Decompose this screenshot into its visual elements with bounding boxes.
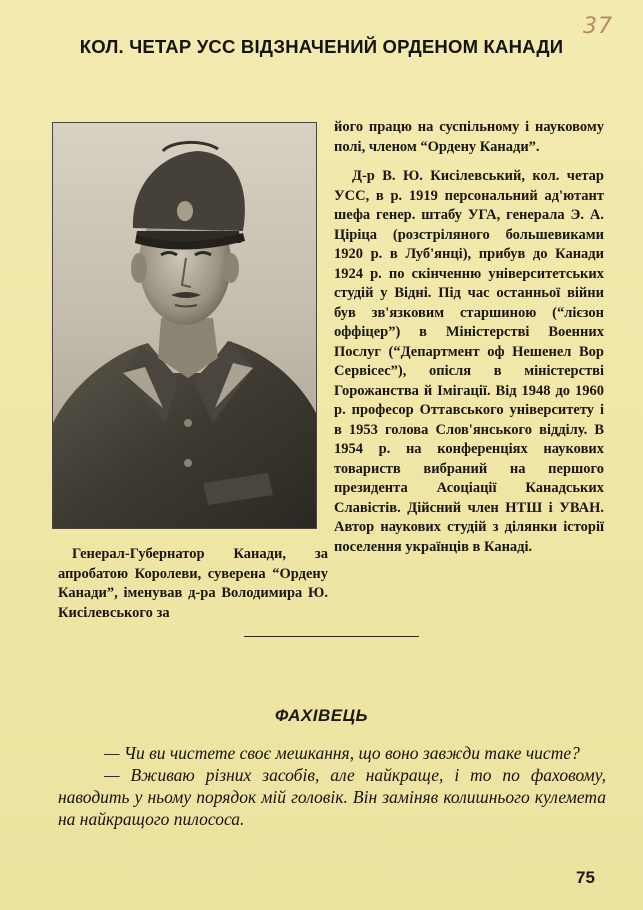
dialog-line-1: — Чи ви чистете своє мешкання, що воно завжди таке чисте? <box>104 743 580 763</box>
section-divider <box>244 636 419 637</box>
dialog-line-2: — Вживаю різних засобів, але найкраще, і то по фаховому, наводить у ньому порядок мій головік. Він заміняв колишнього кулемета на найкращого пилососа. <box>58 765 606 829</box>
article-paragraph-2: Д-р В. Ю. Кисілевський, кол. четар УСС, в р. 1919 персональний ад'ютант шефа генер. штабу УГА, генерала Э. А. Ціріца (розстріляного большевиками 1920 р. в Луб'янці), прибув до Канади 1924 р. по скінченню університетських студій у Відні. Під час останньої війни був зв'язковим старшиною (“лієзон оффіцер”) в Міністерстві Военних Послуг (“Департмент оф Нешенел Вор Сервісес”), опісля в міністерстві Горожанства й Імігації. Від 1948 до 1960 р. професор Оттавського університету і в 1953 голова Слов'янського відділу. В 1954 р. на конференціях наукових товариств вибраний на першого президента Асоціації Канадських Славістів. Дійсний член НТШ і УВАН. Автор наукових студій з ділянки історії поселення українців в Канаді. <box>334 168 604 555</box>
article-right-column <box>334 118 604 567</box>
portrait-photo <box>52 122 317 529</box>
caption-text: Генерал-Губернатор Канади, за апробатою Королеви, суверена “Ордену Канади”, іменував д-ра Володимира Ю. Кисілевського за <box>58 546 328 621</box>
handwritten-page-number: 37 <box>583 14 613 39</box>
article-paragraph-1: його працю на суспільному і науковому полі, членом “Ордену Канади”. <box>334 119 604 155</box>
joke-dialog <box>58 742 606 830</box>
article-title: КОЛ. ЧЕТАР УСС ВІДЗНАЧЕНИЙ ОРДЕНОМ КАНАДИ <box>79 36 564 57</box>
joke-title: ФАХІВЕЦЬ <box>274 706 368 725</box>
photo-caption <box>58 545 328 623</box>
page-number: 75 <box>576 868 595 887</box>
portrait-photo-icon <box>53 123 316 528</box>
